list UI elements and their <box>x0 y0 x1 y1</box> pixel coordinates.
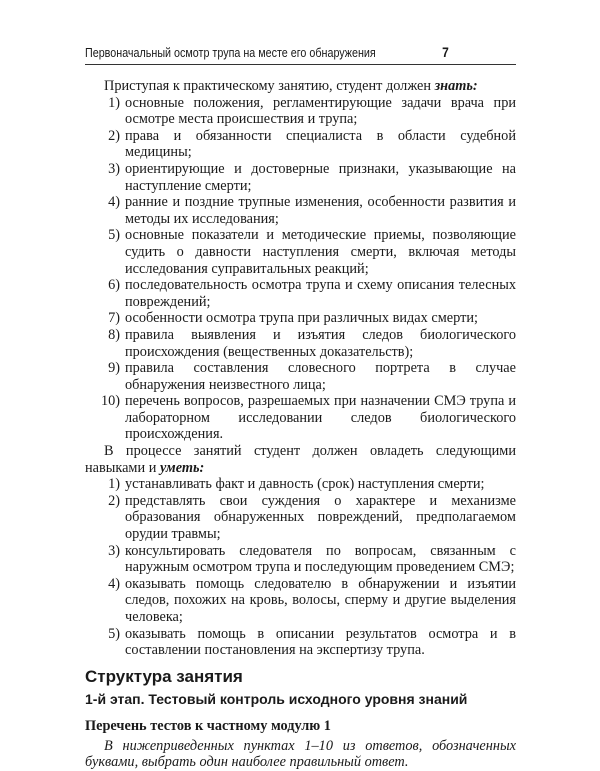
list-item <box>85 360 516 393</box>
skills-list <box>85 476 516 659</box>
item-text: ориентирующие и достоверные признаки, указывающие на наступление смерти; <box>125 160 516 194</box>
item-number: 10) <box>100 393 120 410</box>
item-text: основные показатели и методические приемы, позволяющие судить о давности наступления смерти, включая методы исследования суправитальных реакций; <box>125 227 516 277</box>
item-text: оказывать помощь следователю в обнаружении и изъятии следов, похожих на кровь, волосы, сперму и другие выделения человека; <box>125 575 516 625</box>
item-number: 7) <box>108 310 120 327</box>
test-list-title: Перечень тестов к частному модулю 1 <box>85 717 331 734</box>
running-head <box>85 44 449 60</box>
item-text: оказывать помощь в описании результатов осмотра и в составлении постановления на экспертизу трупа. <box>125 625 516 659</box>
stage-title: 1-й этап. Тестовый контроль исходного уровня знаний <box>85 691 468 708</box>
page-body <box>85 78 516 771</box>
item-text: консультировать следователя по вопросам, связанным с наружным осмотром трупа и последующим проведением СМЭ; <box>125 542 516 576</box>
list-item <box>85 543 516 576</box>
list-item <box>85 277 516 310</box>
list-item <box>85 327 516 360</box>
item-number: 8) <box>108 326 120 343</box>
list-item <box>85 576 516 626</box>
skills-keyword: уметь: <box>159 459 205 476</box>
list-item <box>85 227 516 277</box>
list-item <box>85 194 516 227</box>
page-number: 7 <box>442 44 449 60</box>
list-item <box>85 393 516 443</box>
item-number: 5) <box>108 227 120 244</box>
list-item <box>85 626 516 659</box>
item-text: перечень вопросов, разрешаемых при назначении СМЭ трупа и лабораторном исследовании следов биологического происхождения. <box>125 393 516 443</box>
item-number: 5) <box>108 625 120 642</box>
know-intro <box>85 78 516 95</box>
list-item <box>85 161 516 194</box>
item-text: основные положения, регламентирующие задачи врача при осмотре места происшествия и трупа; <box>125 94 516 128</box>
item-number: 6) <box>108 277 120 294</box>
skills-intro <box>85 443 516 476</box>
know-intro-text: Приступая к практическому занятию, студент должен <box>104 78 435 94</box>
header-rule <box>85 64 516 65</box>
list-item <box>85 95 516 128</box>
item-number: 4) <box>108 575 120 592</box>
skills-intro-text: В процессе занятий студент должен овладеть следующими навыками и <box>85 443 516 476</box>
list-item <box>85 476 516 493</box>
running-head-title: Первоначальный осмотр трупа на месте его обнаружения <box>85 46 376 60</box>
item-number: 4) <box>108 194 120 211</box>
know-list <box>85 95 516 443</box>
item-number: 9) <box>108 360 120 377</box>
item-number: 2) <box>108 492 120 509</box>
section-title: Структура занятия <box>85 666 243 686</box>
test-instruction: В нижеприведенных пунктах 1–10 из ответов, обозначенных буквами, выбрать один наиболее правильный ответ. <box>85 737 516 771</box>
list-item <box>85 493 516 543</box>
item-text: права и обязанности специалиста в области судебной медицины; <box>125 127 516 161</box>
item-number: 3) <box>108 160 120 177</box>
item-number: 1) <box>108 476 120 493</box>
item-text: представлять свои суждения о характере и механизме образования обнаруженных повреждений, предполагаемом орудии травмы; <box>125 492 516 543</box>
item-text: правила составления словесного портрета в случае обнаружения неизвестного лица; <box>125 360 516 393</box>
item-number: 2) <box>108 127 120 144</box>
list-item <box>85 128 516 161</box>
item-text: особенности осмотра трупа при различных видах смерти; <box>125 310 478 327</box>
list-item <box>85 310 516 327</box>
item-number: 1) <box>108 94 120 111</box>
item-number: 3) <box>108 542 120 559</box>
item-text: ранние и поздние трупные изменения, особенности развития и методы их исследования; <box>125 194 516 227</box>
item-text: правила выявления и изъятия следов биологического происхождения (вещественных доказательств); <box>125 326 516 360</box>
item-text: последовательность осмотра трупа и схему описания телесных повреждений; <box>125 277 516 310</box>
know-keyword: знать: <box>434 78 478 94</box>
item-text: устанавливать факт и давность (срок) наступления смерти; <box>125 476 485 493</box>
